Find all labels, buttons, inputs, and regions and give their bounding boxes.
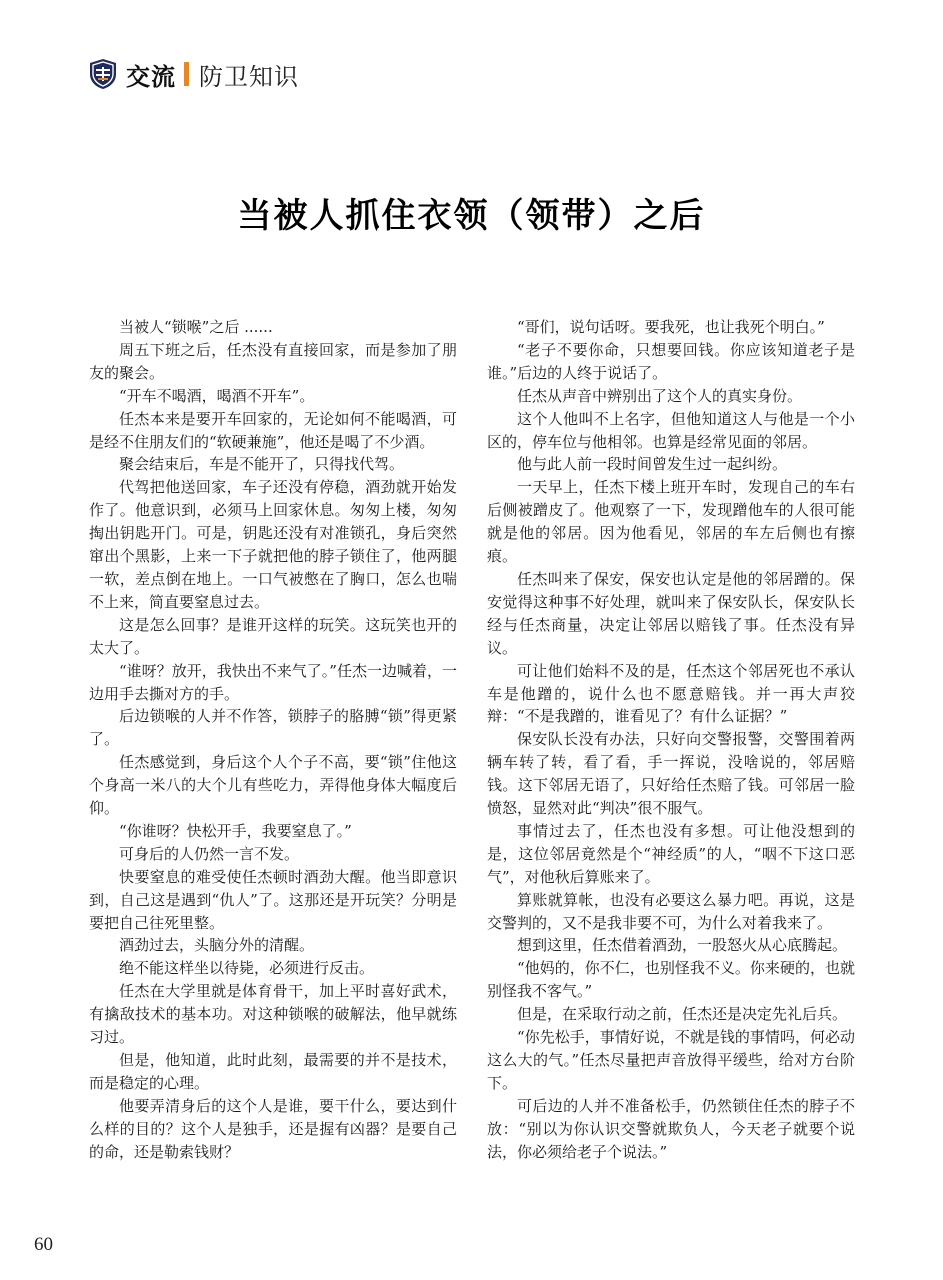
paragraph: 酒劲过去，头脑分外的清醒。 [119, 936, 315, 955]
header-divider-bar [184, 62, 189, 86]
paragraph: 聚会结束后，车是不能开了，只得找代驾。 [119, 455, 405, 474]
paragraph: 后边锁喉的人并不作答，锁脖子的胳膊“锁”得更紧了。 [89, 707, 457, 749]
paragraph: 想到这里，任杰借着酒劲，一股怒火从心底腾起。 [517, 936, 848, 955]
paragraph: 可后边的人并不准备松手，仍然锁住任杰的脖子不放：“别以为你认识交警就欺负人，今天老子就要个说法，你必须给老子个说法。” [487, 1096, 855, 1161]
paragraph: 快要窒息的难受使任杰顿时酒劲大醒。他当即意识到，自己这是遇到“仇人”了。这那还是开玩笑？分明是要把自己往死里整。 [89, 867, 457, 932]
paragraph: 他与此人前一段时间曾发生过一起纠纷。 [517, 455, 788, 474]
paragraph: 可身后的人仍然一言不发。 [119, 844, 300, 863]
left-column [89, 316, 457, 1164]
paragraph: 但是，在采取行动之前，任杰还是决定先礼后兵。 [517, 1005, 848, 1024]
paragraph: 事情过去了，任杰也没有多想。可让他没想到的是，这位邻居竟然是个“神经质”的人，“咽不下这口恶气”，对他秋后算账来了。 [487, 821, 855, 886]
paragraph: “你谁呀？快松开手，我要窒息了。” [119, 821, 352, 840]
section-label: 交流 [126, 62, 176, 91]
paragraph: 可让他们始料不及的是，任杰这个邻居死也不承认车是他蹭的，说什么也不愿意赔钱。并一再大声狡辩：“不是我蹭的，谁看见了？有什么证据？” [487, 661, 855, 726]
page-header [88, 56, 299, 92]
paragraph: 任杰感觉到，身后这个人个子不高，要“锁”住他这个身高一米八的大个儿有些吃力，弄得他身体大幅度后仰。 [89, 753, 457, 818]
paragraph: 保安队长没有办法，只好向交警报警，交警围着两辆车转了转，看了看，手一挥说，没啥说的，邻居赔钱。这下邻居无语了，只好给任杰赔了钱。可邻居一脸愤怒，显然对此“判决”很不服气。 [487, 730, 855, 818]
paragraph: “老子不要你命，只想要回钱。你应该知道老子是谁。”后边的人终于说话了。 [487, 340, 855, 382]
shield-emblem-icon [88, 58, 118, 90]
paragraph: 一天早上，任杰下楼上班开车时，发现自己的车右后侧被蹭皮了。他观察了一下，发现蹭他车的人很可能就是他的邻居。因为他看见，邻居的车左后侧也有擦痕。 [487, 478, 855, 566]
paragraph: 当被人“锁喉”之后 ...... [119, 318, 273, 336]
paragraph: “你先松手，事情好说，不就是钱的事情吗，何必动这么大的气。”任杰尽量把声音放得平缓些，给对方台阶下。 [487, 1028, 855, 1092]
paragraph: “他妈的，你不仁，也别怪我不义。你来硬的，也就别怪我不客气。” [487, 959, 855, 1001]
paragraph: 任杰本来是要开车回家的，无论如何不能喝酒，可是经不住朋友们的“软硬兼施”，他还是喝了不少酒。 [89, 409, 457, 451]
paragraph: 但是，他知道，此时此刻，最需要的并不是技术，而是稳定的心理。 [89, 1051, 457, 1092]
page-number: 60 [34, 1234, 53, 1255]
paragraph: “谁呀？放开，我快出不来气了。”任杰一边喊着，一边用手去撕对方的手。 [89, 661, 457, 703]
paragraph: 算账就算帐，也没有必要这么暴力吧。再说，这是交警判的，又不是我非要不可，为什么对着我来了。 [487, 890, 855, 932]
paragraph: 任杰从声音中辨别出了这个人的真实身份。 [517, 386, 803, 405]
paragraph: 绝不能这样坐以待毙，必须进行反击。 [119, 959, 375, 978]
paragraph: 这个人他叫不上名字，但他知道这人与他是一个小区的，停车位与他相邻。也算是经常见面的邻居。 [487, 409, 855, 451]
paragraph: 他要弄清身后的这个人是谁，要干什么，要达到什么样的目的？这个人是独手，还是握有凶器？是要自己的命，还是勒索钱财？ [89, 1096, 457, 1161]
paragraph: “开车不喝酒，喝酒不开车”。 [119, 386, 315, 405]
paragraph: 任杰叫来了保安，保安也认定是他的邻居蹭的。保安觉得这种事不好处理，就叫来了保安队长，保安队长经与任杰商量，决定让邻居以赔钱了事。任杰没有异议。 [487, 569, 855, 657]
paragraph: 这是怎么回事？是谁开这样的玩笑。这玩笑也开的太大了。 [89, 615, 457, 657]
paragraph: “哥们，说句话呀。要我死，也让我死个明白。” [517, 318, 825, 336]
right-column [487, 316, 855, 1164]
subsection-label: 防卫知识 [199, 62, 299, 91]
paragraph: 任杰在大学里就是体育骨干，加上平时喜好武术，有擒敌技术的基本功。对这种锁喉的破解法，他早就练习过。 [89, 982, 457, 1047]
article-title: 当被人抓住衣领（领带）之后 [237, 196, 706, 236]
paragraph: 代驾把他送回家，车子还没有停稳，酒劲就开始发作了。他意识到，必须马上回家休息。匆匆上楼，匆匆掏出钥匙开门。可是，钥匙还没有对准锁孔，身后突然窜出个黑影，上来一下子就把他的脖子锁住了，他两腿一软，差点倒在地上。一口气被憋在了胸口，怎么也喘不上来，简直要窒息过去。 [89, 478, 457, 611]
paragraph: 周五下班之后，任杰没有直接回家，而是参加了朋友的聚会。 [89, 340, 457, 382]
